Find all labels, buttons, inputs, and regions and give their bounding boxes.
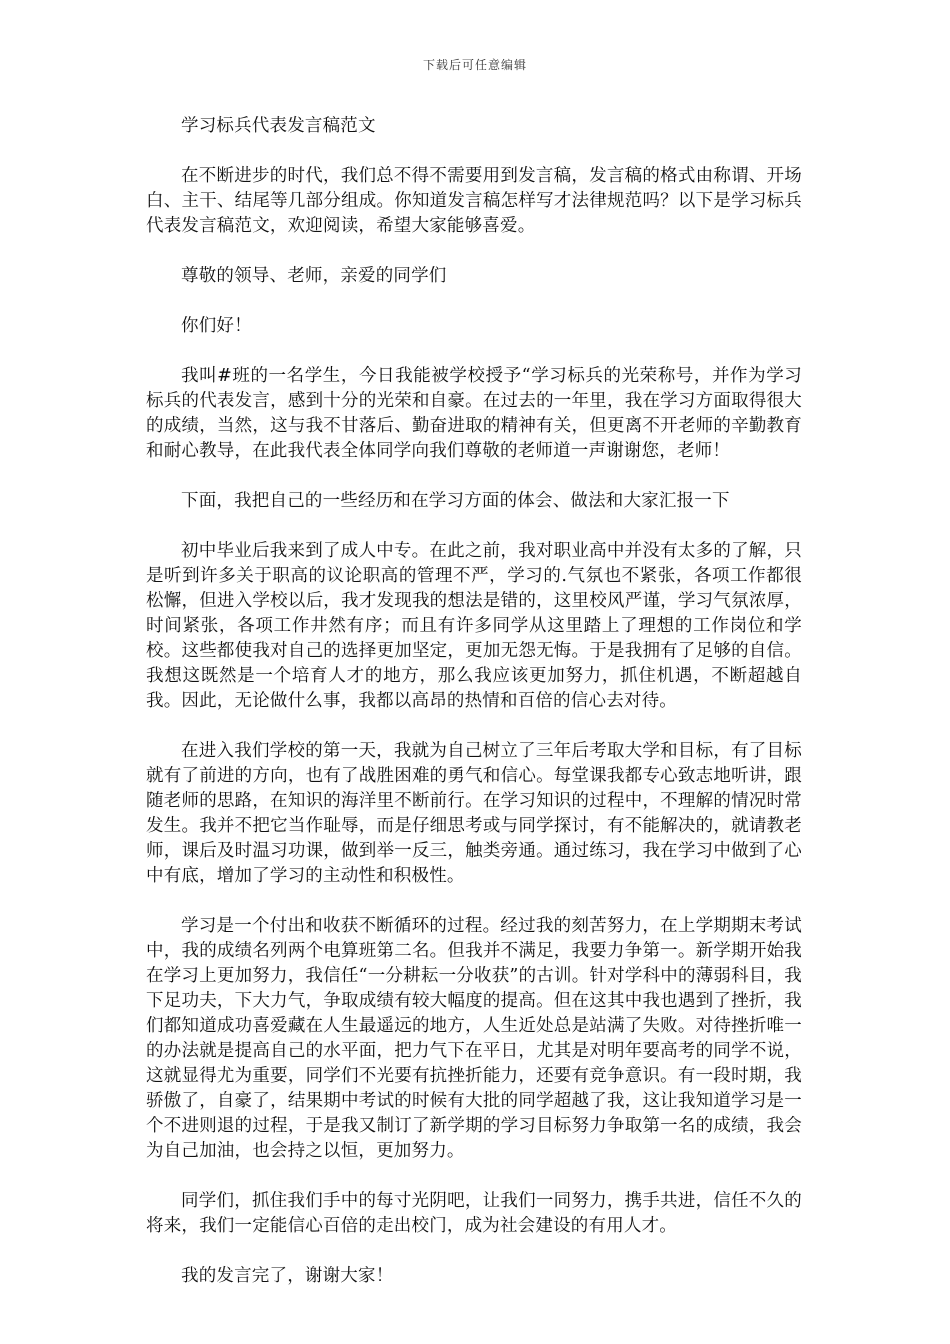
paragraph-call-to-action: 同学们，抓住我们手中的每寸光阴吧，让我们一同努力，携手共进，信任不久的将来，我们一定能信心百倍的走出校门，成为社会建设的有用人才。 — [146, 1191, 802, 1236]
paragraph-intro: 在不断进步的时代，我们总不得不需要用到发言稿，发言稿的格式由称谓、开场白、主干、结尾等几部分组成。你知道发言稿怎样写才法律规范吗？以下是学习标兵代表发言稿范文，欢迎阅读，希望大家能够喜爱。 — [146, 166, 802, 236]
paragraph-self-intro: 我叫#班的一名学生，今日我能被学校授予“学习标兵的光荣称号，并作为学习标兵的代表发言，感到十分的光荣和自豪。在过去的一年里，我在学习方面取得很大的成绩，当然，这与我不甘落后、勤奋进取的精神有关，但更离不开老师的辛勤教育和耐心教导，在此我代表全体同学向我们尊敬的老师道一声谢谢您，老师！ — [146, 366, 802, 461]
document-title: 学习标兵代表发言稿范文 — [181, 116, 376, 136]
paragraph-goal: 在进入我们学校的第一天，我就为自己树立了三年后考取大学和目标，有了目标就有了前进的方向，也有了战胜困难的勇气和信心。每堂课我都专心致志地听讲，跟随老师的思路，在知识的海洋里不断前行。在学习知识的过程中，不理解的情况时常发生。我并不把它当作耻辱，而是仔细思考或与同学探讨，有不能解决的，就请教老师，课后及时温习功课，做到举一反三，触类旁通。通过练习，我在学习中做到了心中有底，增加了学习的主动性和积极性。 — [146, 741, 802, 886]
document-body — [146, 114, 802, 1314]
paragraph-salutation: 尊敬的领导、老师，亲爱的同学们 — [181, 266, 447, 286]
paragraph-greeting: 你们好！ — [181, 316, 252, 336]
paragraph-closing: 我的发言完了，谢谢大家！ — [181, 1266, 394, 1286]
paragraph-transition: 下面，我把自己的一些经历和在学习方面的体会、做法和大家汇报一下 — [181, 491, 730, 511]
paragraph-persistence: 学习是一个付出和收获不断循环的过程。经过我的刻苦努力，在上学期期末考试中，我的成绩名列两个电算班第二名。但我并不满足，我要力争第一。新学期开始我在学习上更加努力，我信任“一分耕耘一分收获”的古训。针对学科中的薄弱科目，我下足功夫，下大力气，争取成绩有较大幅度的提高。但在这其中我也遇到了挫折，我们都知道成功喜爱藏在人生最遥远的地方，人生近处总是站满了失败。对待挫折唯一的办法就是提高自己的水平面，把力气下在平日，尤其是对明年要高考的同学不说，这就显得尤为重要，同学们不光要有抗挫折能力，还要有竞争意识。有一段时期，我骄傲了，自豪了，结果期中考试的时候有大批的同学超越了我，这让我知道学习是一个不进则退的过程，于是我又制订了新学期的学习目标努力争取第一名的成绩，我会为自己加油，也会持之以恒，更加努力。 — [146, 916, 802, 1161]
paragraph-experience: 初中毕业后我来到了成人中专。在此之前，我对职业高中并没有太多的了解，只是听到许多关于职高的议论职高的管理不严，学习的.气氛也不紧张，各项工作都很松懈，但进入学校以后，我才发现我的想法是错的，这里校风严谨，学习气氛浓厚，时间紧张，各项工作井然有序；而且有许多同学从这里踏上了理想的工作岗位和学校。这些都使我对自己的选择更加坚定，更加无怨无悔。于是我拥有了足够的自信。我想这既然是一个培育人才的地方，那么我应该更加努力，抓住机遇，不断超越自我。因此，无论做什么事，我都以高昂的热情和百倍的信心去对待。 — [146, 541, 802, 711]
header-note: 下载后可任意编辑 — [422, 58, 527, 72]
